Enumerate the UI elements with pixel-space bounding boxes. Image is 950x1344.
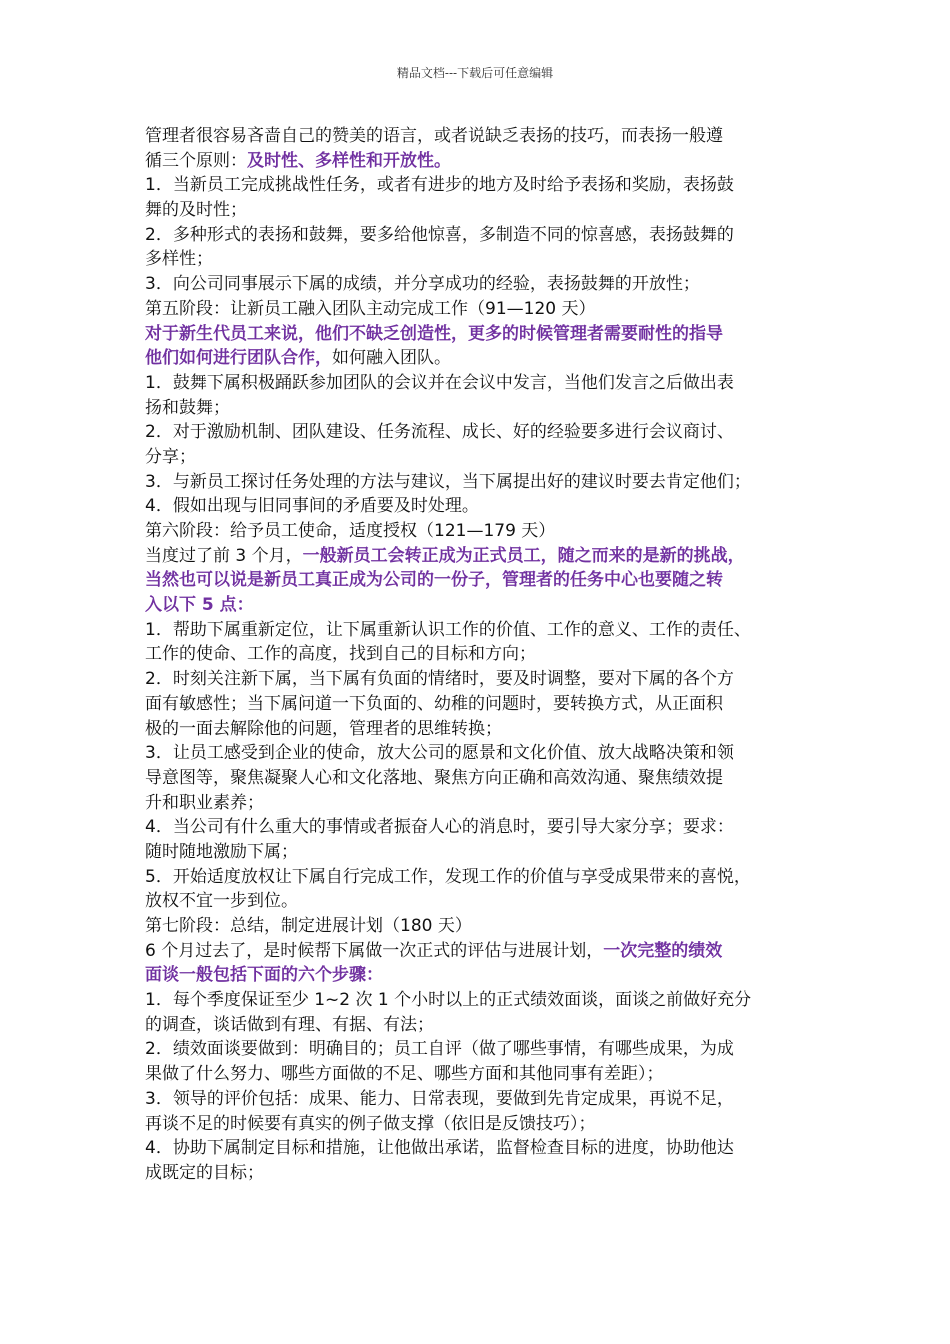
text-segment: 第七阶段：总结，制定进展计划（180 天）	[145, 916, 472, 936]
text-line	[145, 371, 825, 396]
text-line	[145, 149, 825, 174]
text-line	[145, 124, 825, 149]
text-segment: 3．让员工感受到企业的使命，放大公司的愿景和文化价值、放大战略决策和领	[145, 743, 734, 764]
text-line	[145, 519, 825, 544]
highlighted-text: 一般新员工会转正成为正式员工，随之而来的是新的挑战，	[302, 545, 745, 566]
text-segment: 面有敏感性；当下属问道一下负面的、幼稚的问题时，要转换方式，从正面积	[145, 693, 723, 714]
text-segment: 2．对于激励机制、团队建设、任务流程、成长、好的经验要多进行会议商讨、	[145, 422, 734, 443]
text-line	[145, 396, 825, 421]
text-line	[145, 889, 825, 914]
text-segment: 2．多种形式的表扬和鼓舞，要多给他惊喜，多制造不同的惊喜感，表扬鼓舞的	[145, 224, 734, 245]
text-segment: 的调查，谈话做到有理、有据、有法；	[145, 1014, 434, 1035]
text-line	[145, 840, 825, 865]
text-segment: 6 个月过去了，是时候帮下属做一次正式的评估与进展计划，	[145, 940, 604, 961]
text-segment: 4．假如出现与旧同事间的矛盾要及时处理。	[145, 496, 479, 517]
text-line	[145, 297, 825, 322]
text-segment: 导意图等，聚焦凝聚人心和文化落地、聚焦方向正确和高效沟通、聚焦绩效提	[145, 767, 723, 788]
text-segment: 管理者很容易吝啬自己的赞美的语言，或者说缺乏表扬的技巧，而表扬一般遵	[145, 126, 723, 146]
text-line	[145, 544, 825, 569]
text-segment: 随时随地激励下属；	[145, 841, 298, 862]
text-line	[145, 939, 825, 964]
document-body	[145, 124, 825, 1186]
text-line	[145, 272, 825, 297]
text-line	[145, 223, 825, 248]
text-line	[145, 815, 825, 840]
text-line	[145, 445, 825, 470]
text-line	[145, 766, 825, 791]
text-line	[145, 568, 825, 593]
text-line	[145, 791, 825, 816]
text-segment: 放权不宜一步到位。	[145, 891, 298, 912]
text-segment: 1．每个季度保证至少 1~2 次 1 个小时以上的正式绩效面谈，面谈之前做好充分	[145, 990, 752, 1011]
text-segment: 1．帮助下属重新定位，让下属重新认识工作的价值、工作的意义、工作的责任、	[145, 619, 751, 640]
text-line	[145, 1037, 825, 1062]
text-segment: 1．鼓舞下属积极踊跃参加团队的会议并在会议中发言，当他们发言之后做出表	[145, 372, 734, 393]
text-line	[145, 173, 825, 198]
text-line	[145, 963, 825, 988]
text-line	[145, 1013, 825, 1038]
text-line	[145, 988, 825, 1013]
text-line	[145, 247, 825, 272]
text-line	[145, 717, 825, 742]
text-segment: 4．当公司有什么重大的事情或者振奋人心的消息时，要引导大家分享；要求：	[145, 817, 734, 838]
text-segment: 第六阶段：给予员工使命，适度授权（121—179 天）	[145, 521, 556, 541]
highlighted-text: 面谈一般包括下面的六个步骤：	[145, 965, 383, 986]
text-line	[145, 494, 825, 519]
text-line	[145, 346, 825, 371]
text-line	[145, 420, 825, 445]
text-segment: 第五阶段：让新员工融入团队主动完成工作（91—120 天）	[145, 298, 596, 319]
text-line	[145, 1136, 825, 1161]
text-segment: 2．时刻关注新下属，当下属有负面的情绪时，要及时调整，要对下属的各个方	[145, 669, 734, 690]
text-segment: 循三个原则：	[145, 150, 247, 171]
highlighted-text: 入以下 5 点：	[145, 595, 254, 616]
text-segment: 多样性；	[145, 249, 213, 270]
text-line	[145, 741, 825, 766]
text-segment: 扬和鼓舞；	[145, 397, 230, 418]
text-line	[145, 914, 825, 939]
highlighted-text: 他们如何进行团队合作，	[145, 348, 332, 369]
text-segment: 成既定的目标；	[145, 1162, 264, 1183]
highlighted-text: 对于新生代员工来说，他们不缺乏创造性，更多的时候管理者需要耐性的指导	[145, 323, 723, 344]
text-segment: 分享；	[145, 446, 196, 467]
text-segment: 4．协助下属制定目标和措施，让他做出承诺，监督检查目标的进度，协助他达	[145, 1138, 734, 1159]
text-line	[145, 865, 825, 890]
text-segment: 如何融入团队。	[332, 348, 451, 369]
text-line	[145, 1112, 825, 1137]
text-segment: 工作的使命、工作的高度，找到自己的目标和方向；	[145, 644, 536, 665]
text-line	[145, 322, 825, 347]
text-segment: 2．绩效面谈要做到：明确目的；员工自评（做了哪些事情，有哪些成果，为成	[145, 1039, 734, 1060]
highlighted-text: 当然也可以说是新员工真正成为公司的一份子，管理者的任务中心也要随之转	[145, 570, 723, 591]
text-line	[145, 642, 825, 667]
text-segment: 升和职业素养；	[145, 792, 264, 813]
text-line	[145, 667, 825, 692]
text-line	[145, 593, 825, 618]
text-line	[145, 1087, 825, 1112]
text-segment: 极的一面去解除他的问题，管理者的思维转换；	[145, 718, 502, 739]
text-segment: 3．向公司同事展示下属的成绩，并分享成功的经验，表扬鼓舞的开放性；	[145, 274, 700, 295]
highlighted-text: 及时性、多样性和开放性。	[247, 150, 451, 171]
highlighted-text: 一次完整的绩效	[603, 940, 723, 961]
text-segment: 当度过了前 3 个月，	[145, 545, 303, 566]
text-segment: 舞的及时性；	[145, 200, 247, 221]
text-segment: 5．开始适度放权让下属自行完成工作，发现工作的价值与享受成果带来的喜悦，	[145, 866, 751, 887]
text-segment: 3．领导的评价包括：成果、能力、日常表现，要做到先肯定成果，再说不足，	[145, 1088, 734, 1109]
text-segment: 3．与新员工探讨任务处理的方法与建议，当下属提出好的建议时要去肯定他们；	[145, 471, 751, 492]
text-line	[145, 1161, 825, 1186]
text-segment: 再谈不足的时候要有真实的例子做支撑（依旧是反馈技巧）；	[145, 1113, 596, 1134]
text-line	[145, 618, 825, 643]
text-line	[145, 198, 825, 223]
text-line	[145, 1062, 825, 1087]
text-segment: 1．当新员工完成挑战性任务，或者有进步的地方及时给予表扬和奖励，表扬鼓	[145, 175, 734, 196]
text-line	[145, 470, 825, 495]
page-header: 精品文档---下载后可任意编辑	[396, 66, 554, 80]
text-line	[145, 692, 825, 717]
text-segment: 果做了什么努力、哪些方面做的不足、哪些方面和其他同事有差距）；	[145, 1064, 664, 1085]
